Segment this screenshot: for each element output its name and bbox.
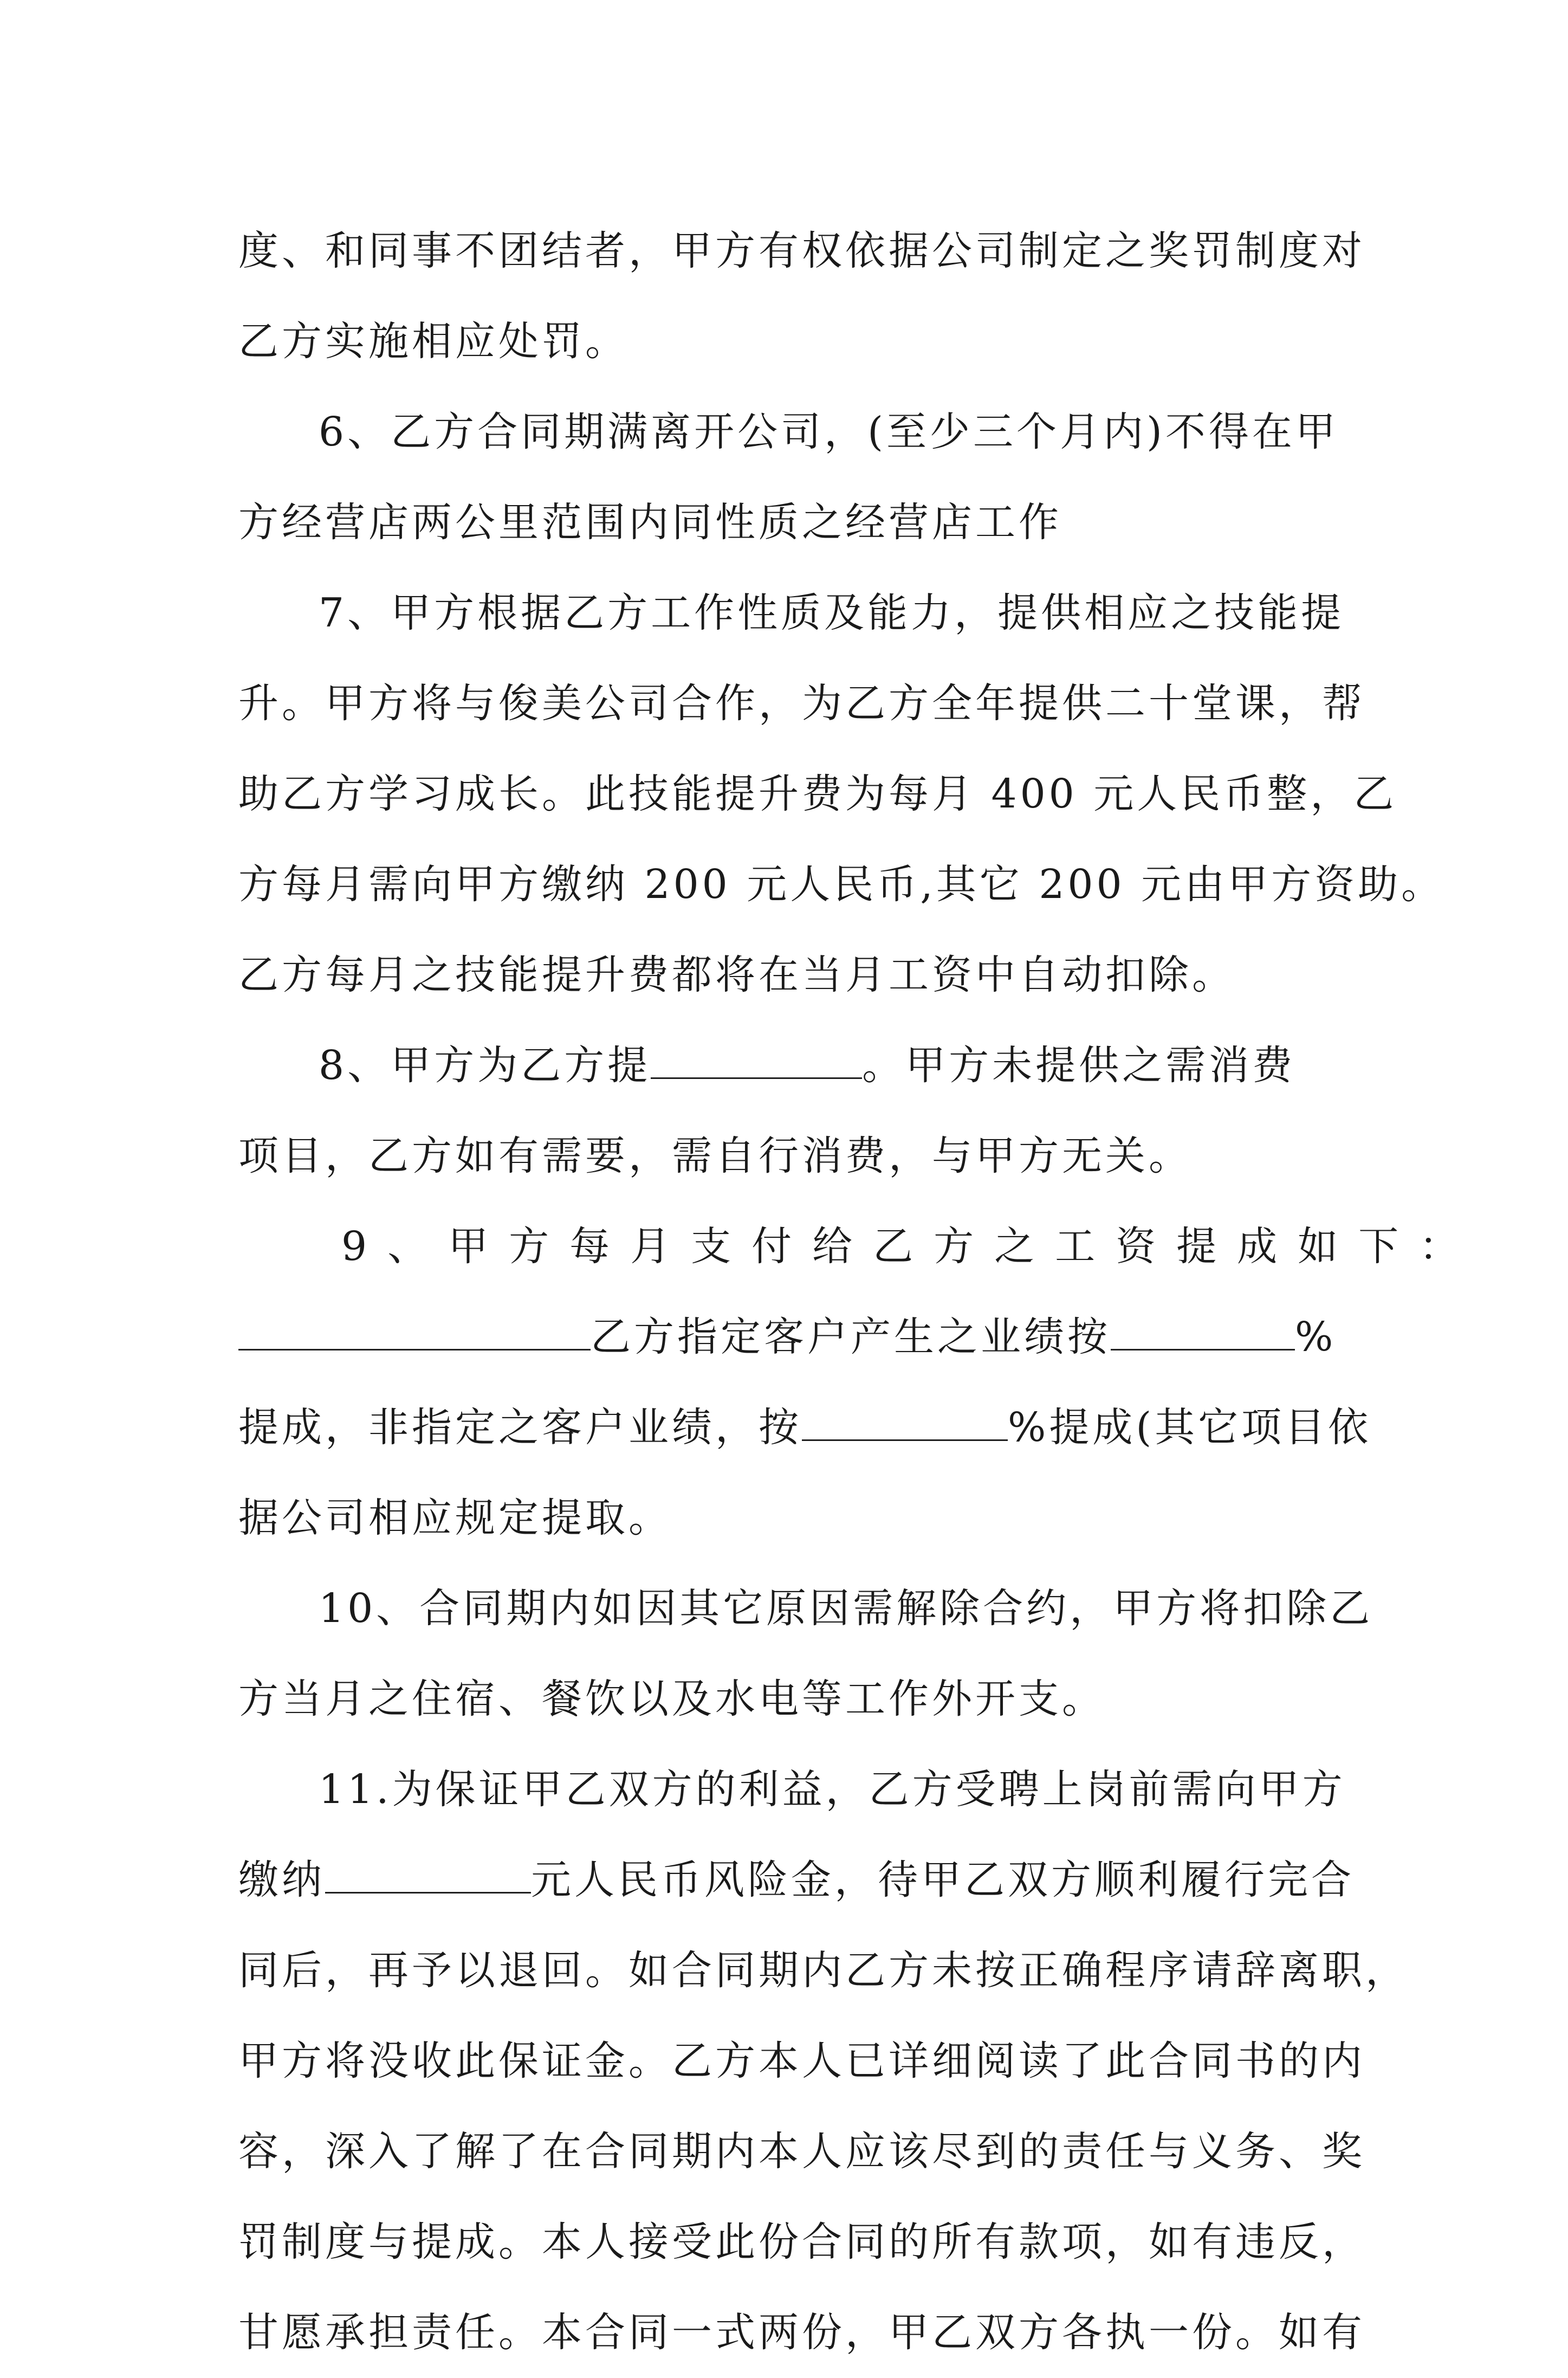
clause-9-line [238, 1292, 1338, 1382]
clause-9: 9、甲方每月支付给乙方之工资提成如下： [341, 1223, 1480, 1270]
fill-in-blank[interactable] [238, 1316, 591, 1350]
contract-body [238, 206, 1480, 2378]
text-line: 项目，乙方如有需要，需自行消费，与甲方无关。 [238, 1133, 1192, 1179]
fill-in-blank[interactable] [1111, 1316, 1295, 1350]
text-segment: 元人民币风险金，待甲乙双方顺利履行完合 [531, 1857, 1355, 1903]
text-line: 方每月需向甲方缴纳 200 元人民币,其它 200 元由甲方资助。 [238, 861, 1445, 908]
text-line: 据公司相应规定提取。 [238, 1495, 672, 1541]
text-segment: 提成，非指定之客户业绩，按 [238, 1404, 802, 1451]
text-line: 罚制度与提成。本人接受此份合同的所有款项，如有违反， [238, 2219, 1365, 2265]
text-line: 方当月之住宿、餐饮以及水电等工作外开支。 [238, 1676, 1105, 1722]
text-segment: 乙方指定客户产生之业绩按 [591, 1314, 1111, 1360]
text-line: 度、和同事不团结者，甲方有权依据公司制定之奖罚制度对 [238, 228, 1365, 274]
text-line: 甘愿承担责任。本合同一式两份，甲乙双方各执一份。如有 [238, 2309, 1365, 2356]
clause-9-line [238, 1382, 1372, 1473]
text-segment: % [1295, 1314, 1337, 1360]
text-line: 方经营店两公里范围内同性质之经营店工作 [238, 499, 1062, 546]
fill-in-blank[interactable] [651, 1045, 862, 1079]
text-line: 乙方实施相应处罚。 [238, 318, 629, 365]
text-segment: %提成(其它项目依 [1008, 1404, 1372, 1451]
clause-8 [238, 1020, 1338, 1111]
text-line: 助乙方学习成长。此技能提升费为每月 400 元人民币整，乙 [238, 771, 1397, 817]
text-line: 甲方将没收此保证金。乙方本人已详细阅读了此合同书的内 [238, 2038, 1365, 2084]
text-line: 升。甲方将与俊美公司合作，为乙方全年提供二十堂课，帮 [238, 680, 1365, 727]
text-segment: 缴纳 [238, 1857, 325, 1903]
text-line: 容，深入了解了在合同期内本人应该尽到的责任与义务、奖 [238, 2128, 1365, 2175]
fill-in-blank[interactable] [802, 1407, 1008, 1441]
text-line: 同后，再予以退回。如合同期内乙方未按正确程序请辞离职， [238, 1947, 1409, 1994]
fill-in-blank[interactable] [325, 1859, 531, 1894]
clause-11-line [238, 1835, 1355, 1925]
text-line: 乙方每月之技能提升费都将在当月工资中自动扣除。 [238, 952, 1235, 998]
clause-10: 10、合同期内如因其它原因需解除合约，甲方将扣除乙 [319, 1585, 1373, 1632]
text-segment: 8、甲方为乙方提 [319, 1042, 651, 1089]
clause-6: 6、乙方合同期满离开公司，(至少三个月内)不得在甲 [319, 409, 1339, 455]
text-segment: 。甲方未提供之需消费 [862, 1042, 1296, 1089]
clause-7: 7、甲方根据乙方工作性质及能力，提供相应之技能提 [319, 590, 1345, 636]
clause-11: 11.为保证甲乙双方的利益，乙方受聘上岗前需向甲方 [319, 1766, 1346, 1813]
